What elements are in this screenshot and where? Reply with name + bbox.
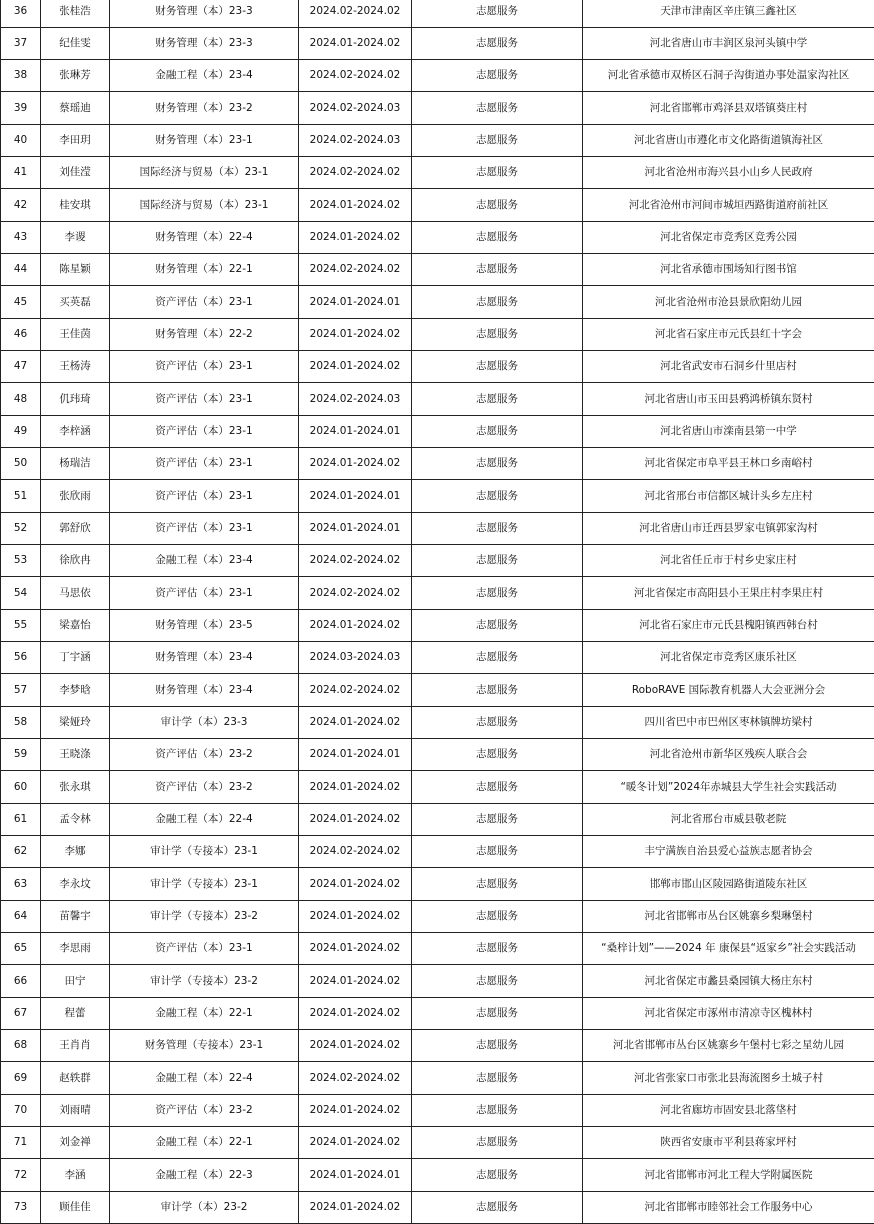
table-row [1, 254, 874, 286]
student-name-cell: 丁宇涵 [41, 642, 110, 674]
service-period-cell: 2024.01-2024.02 [299, 610, 412, 642]
row-number-cell: 62 [1, 836, 41, 868]
service-organization-cell: “桑梓计划”——2024 年 康保县“返家乡”社会实践活动 [583, 933, 874, 965]
row-number-cell: 53 [1, 545, 41, 577]
class-name-cell: 资产评估（本）23-1 [110, 448, 299, 480]
service-period-cell: 2024.01-2024.02 [299, 868, 412, 901]
row-number-cell: 54 [1, 577, 41, 610]
row-number-cell: 40 [1, 125, 41, 157]
service-period-cell: 2024.02-2024.02 [299, 674, 412, 707]
row-number-cell: 64 [1, 901, 41, 933]
student-name-cell: 刘雨晴 [41, 1095, 110, 1127]
class-name-cell: 国际经济与贸易（本）23-1 [110, 157, 299, 189]
class-name-cell: 资产评估（本）23-1 [110, 383, 299, 416]
table-body [1, 0, 874, 1224]
class-name-cell: 金融工程（本）22-1 [110, 1127, 299, 1159]
activity-type-cell: 志愿服务 [412, 319, 583, 351]
table-row [1, 1062, 874, 1095]
table-row [1, 92, 874, 125]
student-name-cell: 赵轶群 [41, 1062, 110, 1095]
student-name-cell: 纪佳雯 [41, 28, 110, 60]
activity-type-cell: 志愿服务 [412, 189, 583, 222]
service-organization-cell: 河北省沧州市沧县景欣阳幼儿园 [583, 286, 874, 319]
service-period-cell: 2024.02-2024.02 [299, 836, 412, 868]
service-organization-cell: 天津市津南区辛庄镇三鑫社区 [583, 0, 874, 28]
service-organization-cell: 河北省邯郸市鸡泽县双塔镇葵庄村 [583, 92, 874, 125]
service-organization-cell: 陕西省安康市平利县蒋家坪村 [583, 1127, 874, 1159]
table-row [1, 965, 874, 998]
student-name-cell: 李思雨 [41, 933, 110, 965]
table-row [1, 901, 874, 933]
service-organization-cell: 河北省保定市竞秀区竞秀公园 [583, 222, 874, 254]
table-row [1, 125, 874, 157]
row-number-cell: 38 [1, 60, 41, 92]
row-number-cell: 48 [1, 383, 41, 416]
activity-type-cell: 志愿服务 [412, 965, 583, 998]
student-name-cell: 李梓涵 [41, 416, 110, 448]
table-row [1, 642, 874, 674]
table-row [1, 771, 874, 804]
service-organization-cell: 河北省邢台市威县敬老院 [583, 804, 874, 836]
student-name-cell: 蔡瑶迪 [41, 92, 110, 125]
service-period-cell: 2024.01-2024.02 [299, 771, 412, 804]
service-organization-cell: 河北省保定市竞秀区康乐社区 [583, 642, 874, 674]
table-row [1, 448, 874, 480]
service-organization-cell: 邯郸市邯山区陵园路街道陵东社区 [583, 868, 874, 901]
service-period-cell: 2024.01-2024.02 [299, 1127, 412, 1159]
service-period-cell: 2024.01-2024.02 [299, 1192, 412, 1224]
service-organization-cell: 丰宁满族自治县爱心益族志愿者协会 [583, 836, 874, 868]
service-organization-cell: 河北省承德市双桥区石洞子沟街道办事处温家沟社区 [583, 60, 874, 92]
table-row [1, 868, 874, 901]
student-name-cell: 郭舒欣 [41, 513, 110, 545]
table-row [1, 577, 874, 610]
service-period-cell: 2024.01-2024.01 [299, 480, 412, 513]
service-period-cell: 2024.01-2024.02 [299, 804, 412, 836]
row-number-cell: 36 [1, 0, 41, 28]
service-organization-cell: 河北省保定市阜平县王林口乡南峪村 [583, 448, 874, 480]
activity-type-cell: 志愿服务 [412, 901, 583, 933]
student-name-cell: 李涵 [41, 1159, 110, 1192]
student-name-cell: 李永坟 [41, 868, 110, 901]
class-name-cell: 金融工程（本）22-1 [110, 998, 299, 1030]
class-name-cell: 金融工程（本）22-4 [110, 804, 299, 836]
service-period-cell: 2024.01-2024.02 [299, 319, 412, 351]
row-number-cell: 73 [1, 1192, 41, 1224]
service-organization-cell: 河北省保定市涿州市清凉寺区槐林村 [583, 998, 874, 1030]
student-name-cell: 苗馨宇 [41, 901, 110, 933]
row-number-cell: 55 [1, 610, 41, 642]
activity-type-cell: 志愿服务 [412, 739, 583, 771]
row-number-cell: 63 [1, 868, 41, 901]
student-name-cell: 徐欣冉 [41, 545, 110, 577]
table-row [1, 0, 874, 28]
student-name-cell: 李谡 [41, 222, 110, 254]
student-name-cell: 桂安琪 [41, 189, 110, 222]
activity-type-cell: 志愿服务 [412, 610, 583, 642]
class-name-cell: 资产评估（本）23-1 [110, 577, 299, 610]
student-name-cell: 李梦晗 [41, 674, 110, 707]
service-period-cell: 2024.01-2024.02 [299, 707, 412, 739]
service-period-cell: 2024.01-2024.01 [299, 286, 412, 319]
student-name-cell: 仉玮琦 [41, 383, 110, 416]
service-organization-cell: 河北省唐山市滦南县第一中学 [583, 416, 874, 448]
service-organization-cell: “暖冬计划”2024年赤城县大学生社会实践活动 [583, 771, 874, 804]
activity-type-cell: 志愿服务 [412, 513, 583, 545]
table-row [1, 222, 874, 254]
service-period-cell: 2024.01-2024.01 [299, 416, 412, 448]
service-period-cell: 2024.01-2024.02 [299, 1095, 412, 1127]
student-name-cell: 王佳茵 [41, 319, 110, 351]
service-organization-cell: 河北省保定市蠡县桑园镇大杨庄东村 [583, 965, 874, 998]
service-period-cell: 2024.01-2024.02 [299, 901, 412, 933]
class-name-cell: 资产评估（本）23-2 [110, 739, 299, 771]
service-period-cell: 2024.02-2024.02 [299, 0, 412, 28]
row-number-cell: 56 [1, 642, 41, 674]
row-number-cell: 70 [1, 1095, 41, 1127]
student-name-cell: 王晓涤 [41, 739, 110, 771]
row-number-cell: 69 [1, 1062, 41, 1095]
table-row [1, 60, 874, 92]
table-row [1, 383, 874, 416]
service-organization-cell: 河北省武安市石洞乡什里店村 [583, 351, 874, 383]
service-period-cell: 2024.02-2024.03 [299, 92, 412, 125]
activity-type-cell: 志愿服务 [412, 577, 583, 610]
class-name-cell: 金融工程（本）23-4 [110, 545, 299, 577]
service-organization-cell: 河北省石家庄市元氏县红十字会 [583, 319, 874, 351]
row-number-cell: 45 [1, 286, 41, 319]
service-organization-cell: 河北省沧州市河间市城垣西路街道府前社区 [583, 189, 874, 222]
service-period-cell: 2024.01-2024.02 [299, 189, 412, 222]
student-name-cell: 孟令林 [41, 804, 110, 836]
service-period-cell: 2024.01-2024.02 [299, 28, 412, 60]
class-name-cell: 审计学（专接本）23-2 [110, 901, 299, 933]
table-row [1, 545, 874, 577]
class-name-cell: 财务管理（本）23-3 [110, 28, 299, 60]
activity-type-cell: 志愿服务 [412, 60, 583, 92]
class-name-cell: 国际经济与贸易（本）23-1 [110, 189, 299, 222]
service-period-cell: 2024.01-2024.02 [299, 998, 412, 1030]
activity-type-cell: 志愿服务 [412, 1062, 583, 1095]
table-row [1, 933, 874, 965]
table-row [1, 480, 874, 513]
activity-type-cell: 志愿服务 [412, 92, 583, 125]
service-organization-cell: 四川省巴中市巴州区枣林镇牌坊梁村 [583, 707, 874, 739]
student-name-cell: 买英磊 [41, 286, 110, 319]
student-name-cell: 张欣雨 [41, 480, 110, 513]
table-row [1, 286, 874, 319]
row-number-cell: 42 [1, 189, 41, 222]
class-name-cell: 财务管理（本）23-4 [110, 642, 299, 674]
class-name-cell: 金融工程（本）23-4 [110, 60, 299, 92]
activity-type-cell: 志愿服务 [412, 254, 583, 286]
class-name-cell: 财务管理（本）23-2 [110, 92, 299, 125]
row-number-cell: 58 [1, 707, 41, 739]
student-name-cell: 顾佳佳 [41, 1192, 110, 1224]
student-name-cell: 马思依 [41, 577, 110, 610]
activity-type-cell: 志愿服务 [412, 222, 583, 254]
student-name-cell: 梁嘉怡 [41, 610, 110, 642]
activity-type-cell: 志愿服务 [412, 416, 583, 448]
class-name-cell: 财务管理（本）23-5 [110, 610, 299, 642]
row-number-cell: 46 [1, 319, 41, 351]
class-name-cell: 财务管理（本）22-2 [110, 319, 299, 351]
class-name-cell: 资产评估（本）23-2 [110, 1095, 299, 1127]
service-period-cell: 2024.02-2024.03 [299, 383, 412, 416]
student-name-cell: 王杨涛 [41, 351, 110, 383]
activity-type-cell: 志愿服务 [412, 28, 583, 60]
table-row [1, 739, 874, 771]
service-organization-cell: 河北省廊坊市固安县北落垡村 [583, 1095, 874, 1127]
service-organization-cell: 河北省邯郸市睦邻社会工作服务中心 [583, 1192, 874, 1224]
row-number-cell: 66 [1, 965, 41, 998]
activity-type-cell: 志愿服务 [412, 286, 583, 319]
class-name-cell: 资产评估（本）23-1 [110, 480, 299, 513]
service-period-cell: 2024.01-2024.02 [299, 448, 412, 480]
student-name-cell: 程蕾 [41, 998, 110, 1030]
row-number-cell: 50 [1, 448, 41, 480]
class-name-cell: 资产评估（本）23-1 [110, 933, 299, 965]
service-organization-cell: 河北省张家口市张北县海流图乡土城子村 [583, 1062, 874, 1095]
student-name-cell: 刘佳滢 [41, 157, 110, 189]
student-name-cell: 李娜 [41, 836, 110, 868]
activity-type-cell: 志愿服务 [412, 0, 583, 28]
student-name-cell: 李田玥 [41, 125, 110, 157]
activity-type-cell: 志愿服务 [412, 480, 583, 513]
activity-type-cell: 志愿服务 [412, 545, 583, 577]
activity-type-cell: 志愿服务 [412, 804, 583, 836]
row-number-cell: 52 [1, 513, 41, 545]
table-row [1, 1030, 874, 1062]
activity-type-cell: 志愿服务 [412, 1159, 583, 1192]
class-name-cell: 审计学（本）23-3 [110, 707, 299, 739]
student-name-cell: 张永琪 [41, 771, 110, 804]
student-name-cell: 张桂浩 [41, 0, 110, 28]
row-number-cell: 39 [1, 92, 41, 125]
student-name-cell: 张琳芳 [41, 60, 110, 92]
service-period-cell: 2024.01-2024.02 [299, 222, 412, 254]
class-name-cell: 财务管理（本）23-4 [110, 674, 299, 707]
activity-type-cell: 志愿服务 [412, 1030, 583, 1062]
service-organization-cell: 河北省承德市围场知行图书馆 [583, 254, 874, 286]
table-row [1, 610, 874, 642]
activity-type-cell: 志愿服务 [412, 836, 583, 868]
activity-type-cell: 志愿服务 [412, 125, 583, 157]
table-row [1, 707, 874, 739]
row-number-cell: 67 [1, 998, 41, 1030]
service-organization-cell: 河北省邯郸市丛台区姚寨乡午堡村七彩之星幼儿园 [583, 1030, 874, 1062]
row-number-cell: 57 [1, 674, 41, 707]
service-period-cell: 2024.01-2024.01 [299, 739, 412, 771]
service-organization-cell: 河北省唐山市玉田县鸦鸿桥镇东贤村 [583, 383, 874, 416]
activity-type-cell: 志愿服务 [412, 998, 583, 1030]
activity-type-cell: 志愿服务 [412, 707, 583, 739]
activity-type-cell: 志愿服务 [412, 448, 583, 480]
table-row [1, 804, 874, 836]
class-name-cell: 资产评估（本）23-1 [110, 286, 299, 319]
row-number-cell: 71 [1, 1127, 41, 1159]
service-organization-cell: RoboRAVE 国际教育机器人大会亚洲分会 [583, 674, 874, 707]
table-row [1, 1159, 874, 1192]
table-row [1, 351, 874, 383]
service-organization-cell: 河北省邯郸市丛台区姚寨乡梨琳堡村 [583, 901, 874, 933]
row-number-cell: 65 [1, 933, 41, 965]
service-organization-cell: 河北省沧州市新华区残疾人联合会 [583, 739, 874, 771]
service-period-cell: 2024.01-2024.02 [299, 933, 412, 965]
activity-type-cell: 志愿服务 [412, 868, 583, 901]
service-period-cell: 2024.02-2024.02 [299, 60, 412, 92]
row-number-cell: 44 [1, 254, 41, 286]
activity-type-cell: 志愿服务 [412, 933, 583, 965]
table-row [1, 1095, 874, 1127]
service-organization-cell: 河北省唐山市丰润区泉河头镇中学 [583, 28, 874, 60]
class-name-cell: 资产评估（本）23-1 [110, 416, 299, 448]
table-row [1, 189, 874, 222]
service-organization-cell: 河北省邢台市信都区城计头乡左庄村 [583, 480, 874, 513]
class-name-cell: 金融工程（本）22-3 [110, 1159, 299, 1192]
class-name-cell: 财务管理（本）23-3 [110, 0, 299, 28]
service-organization-cell: 河北省沧州市海兴县小山乡人民政府 [583, 157, 874, 189]
row-number-cell: 59 [1, 739, 41, 771]
row-number-cell: 43 [1, 222, 41, 254]
class-name-cell: 审计学（本）23-2 [110, 1192, 299, 1224]
class-name-cell: 资产评估（本）23-1 [110, 513, 299, 545]
table-row [1, 836, 874, 868]
table-row [1, 319, 874, 351]
activity-type-cell: 志愿服务 [412, 1127, 583, 1159]
class-name-cell: 审计学（专接本）23-2 [110, 965, 299, 998]
class-name-cell: 财务管理（本）22-1 [110, 254, 299, 286]
row-number-cell: 49 [1, 416, 41, 448]
service-period-cell: 2024.02-2024.02 [299, 1062, 412, 1095]
service-period-cell: 2024.01-2024.01 [299, 513, 412, 545]
class-name-cell: 资产评估（本）23-2 [110, 771, 299, 804]
service-period-cell: 2024.02-2024.02 [299, 577, 412, 610]
table-row [1, 416, 874, 448]
activity-type-cell: 志愿服务 [412, 383, 583, 416]
row-number-cell: 51 [1, 480, 41, 513]
class-name-cell: 资产评估（本）23-1 [110, 351, 299, 383]
student-name-cell: 梁娅玲 [41, 707, 110, 739]
student-name-cell: 陈星颖 [41, 254, 110, 286]
service-period-cell: 2024.01-2024.02 [299, 965, 412, 998]
table-row [1, 28, 874, 60]
service-organization-cell: 河北省石家庄市元氏县槐阳镇西韩台村 [583, 610, 874, 642]
activity-type-cell: 志愿服务 [412, 1192, 583, 1224]
row-number-cell: 41 [1, 157, 41, 189]
service-organization-cell: 河北省任丘市于村乡史家庄村 [583, 545, 874, 577]
table-row [1, 157, 874, 189]
service-period-cell: 2024.01-2024.01 [299, 1159, 412, 1192]
row-number-cell: 61 [1, 804, 41, 836]
activity-type-cell: 志愿服务 [412, 642, 583, 674]
class-name-cell: 审计学（专接本）23-1 [110, 868, 299, 901]
student-name-cell: 刘金禅 [41, 1127, 110, 1159]
row-number-cell: 37 [1, 28, 41, 60]
table-row [1, 513, 874, 545]
row-number-cell: 72 [1, 1159, 41, 1192]
service-period-cell: 2024.03-2024.03 [299, 642, 412, 674]
class-name-cell: 金融工程（本）22-4 [110, 1062, 299, 1095]
student-name-cell: 王肖肖 [41, 1030, 110, 1062]
service-period-cell: 2024.01-2024.02 [299, 351, 412, 383]
table-row [1, 1127, 874, 1159]
service-period-cell: 2024.02-2024.03 [299, 125, 412, 157]
service-period-cell: 2024.01-2024.02 [299, 1030, 412, 1062]
activity-type-cell: 志愿服务 [412, 157, 583, 189]
table-row [1, 1192, 874, 1224]
student-name-cell: 杨瑞洁 [41, 448, 110, 480]
service-organization-cell: 河北省唐山市遵化市文化路街道镇海社区 [583, 125, 874, 157]
class-name-cell: 财务管理（本）23-1 [110, 125, 299, 157]
activity-type-cell: 志愿服务 [412, 351, 583, 383]
row-number-cell: 60 [1, 771, 41, 804]
table-row [1, 998, 874, 1030]
service-period-cell: 2024.02-2024.02 [299, 157, 412, 189]
class-name-cell: 财务管理（本）22-4 [110, 222, 299, 254]
row-number-cell: 47 [1, 351, 41, 383]
service-organization-cell: 河北省唐山市迁西县罗家屯镇郭家沟村 [583, 513, 874, 545]
activity-type-cell: 志愿服务 [412, 1095, 583, 1127]
table-row [1, 674, 874, 707]
class-name-cell: 财务管理（专接本）23-1 [110, 1030, 299, 1062]
service-organization-cell: 河北省保定市高阳县小王果庄村李果庄村 [583, 577, 874, 610]
row-number-cell: 68 [1, 1030, 41, 1062]
activity-type-cell: 志愿服务 [412, 771, 583, 804]
service-organization-cell: 河北省邯郸市河北工程大学附属医院 [583, 1159, 874, 1192]
service-period-cell: 2024.02-2024.02 [299, 545, 412, 577]
activity-type-cell: 志愿服务 [412, 674, 583, 707]
class-name-cell: 审计学（专接本）23-1 [110, 836, 299, 868]
student-name-cell: 田宁 [41, 965, 110, 998]
service-period-cell: 2024.02-2024.02 [299, 254, 412, 286]
